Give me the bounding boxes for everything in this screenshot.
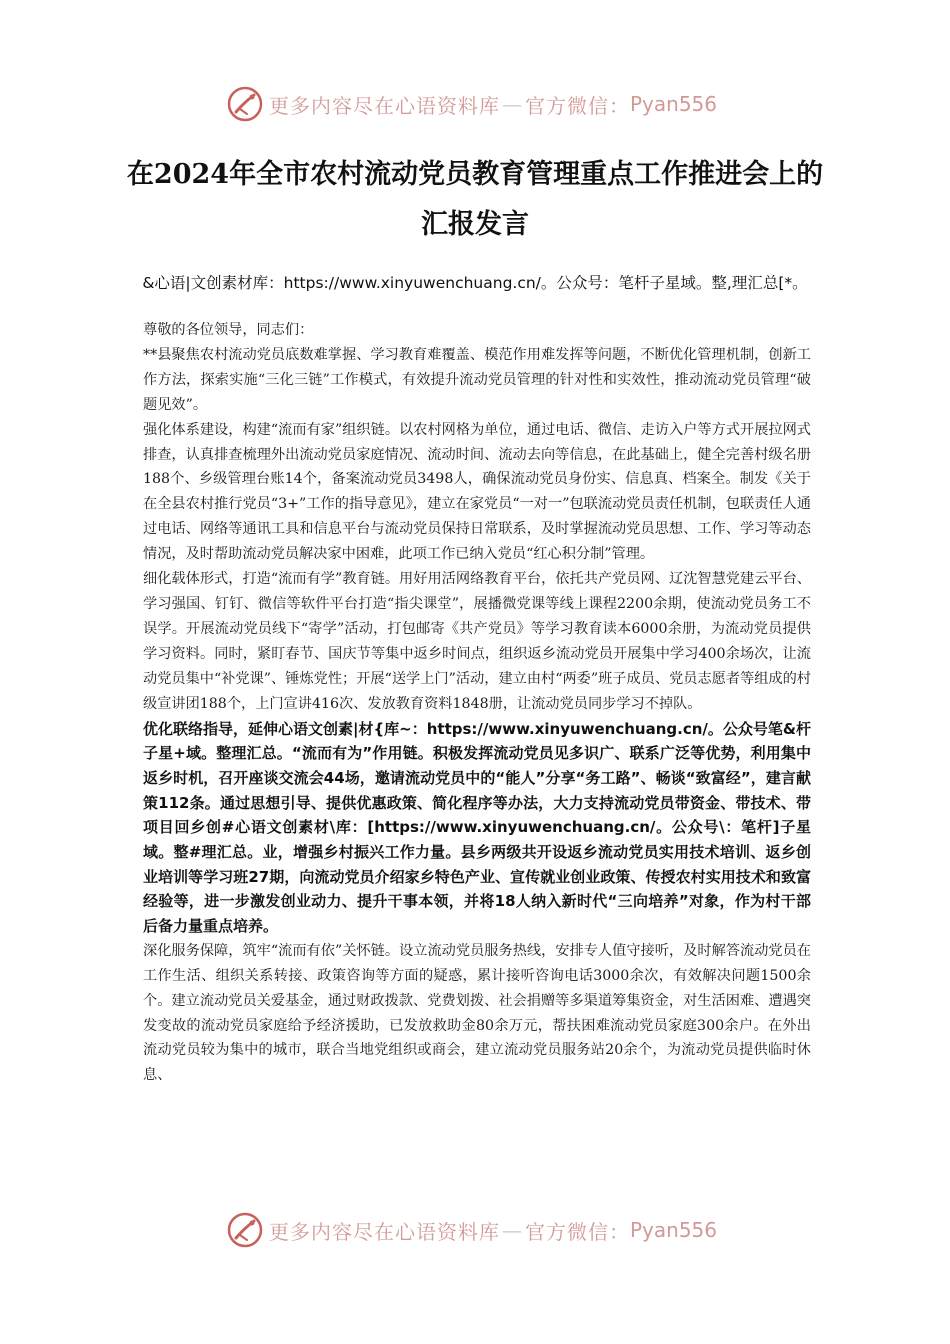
watermark-banner-bottom [0, 1208, 950, 1252]
banner-wechat-id: Pyan556 [630, 92, 718, 116]
banner-wechat-id: Pyan556 [630, 1218, 718, 1242]
banner-wechat-label: 官方微信： [525, 93, 630, 118]
document-title: 在2024年全市农村流动党员教育管理重点工作推进会上的汇报发言 [126, 159, 824, 240]
banner-text: 更多内容尽在心语资料库 [269, 1219, 500, 1244]
watermark-banner-top [0, 82, 950, 126]
source-note: &心语|文创素材库：https://www.xinyuwenchuang.cn/。公众号：笔杆子星域。整,理汇总[*。 [142, 274, 808, 292]
body-paragraph: 细化载体形式，打造“流而有学”教育链。用好用活网络教育平台，依托共产党员网、辽沈智慧党建云平台、学习强国、钉钉、微信等软件平台打造“指尖课堂”，展播微党课等线上课程2200余期，使流动党员务工不误学。开展流动党员线下“寄学”活动，打包邮寄《共产党员》等学习教育读本6000余册，为流动党员提供学习资料。同时，紧盯春节、国庆节等集中返乡时间点，组织返乡流动党员开展集中学习400余场次，让流动党员集中“补党课”、锤炼党性；开展“送学上门”活动，建立由村“两委”班子成员、党员志愿者等组成的村级宣讲团188个，上门宣讲416次、发放教育资料1848册，让流动党员同步学习不掉队。 [143, 571, 811, 712]
brand-logo-icon [227, 86, 263, 122]
body-paragraph-bold: 优化联络指导，延伸心语文创素|材{库~：https://www.xinyuwenchuang.cn/。公众号笔&杆子星+域。整理汇总。“流而有为”作用链。积极发挥流动党员见多识广、联系广泛等优势，利用集中返乡时机，召开座谈交流会44场，邀请流动党员中的“能人”分享“务工路”、畅谈“致富经”，建言献策112条。通过思想引导、提供优惠政策、简化程序等办法，大力支持流动党员带资金、带技术、带项目回乡创#心语文创素材\库：[https://www.xinyuwenchuang.cn/。公众号\：笔杆]子星域。整#理汇总。业，增强乡村振兴工作力量。县乡两级共开设返乡流动党员实用技术培训、返乡创业培训等学习班27期，向流动党员介绍家乡特色产业、宣传就业创业政策、传授农村实用技术和致富经验等，进一步激发创业动力、提升干事本领，并将18人纳入新时代“三向培养”对象，作为村干部后备力量重点培养。 [143, 719, 811, 936]
banner-text: 更多内容尽在心语资料库 [269, 93, 500, 118]
body-paragraph: **县聚焦农村流动党员底数难掌握、学习教育难覆盖、模范作用难发挥等问题，不断优化管理机制，创新工作方法，探索实施“三化三链”工作模式，有效提升流动党员管理的针对性和实效性，推动流动党员管理“破题见效”。 [143, 346, 811, 413]
body-paragraph: 深化服务保障，筑牢“流而有依”关怀链。设立流动党员服务热线，安排专人值守接听，及时解答流动党员在工作生活、组织关系转接、政策咨询等方面的疑惑，累计接听咨询电话3000余次，有效解决问题1500余个。建立流动党员关爱基金，通过财政拨款、党费划拨、社会捐赠等多渠道筹集资金，对生活困难、遭遇突发变故的流动党员家庭给予经济援助，已发放救助金80余万元，帮扶困难流动党员家庭300余户。在外出流动党员较为集中的城市，联合当地党组织或商会，建立流动党员服务站20余个，为流动党员提供临时休息、 [143, 942, 811, 1084]
body-paragraph: 强化体系建设，构建“流而有家”组织链。以农村网格为单位，通过电话、微信、走访入户等方式开展拉网式排查，认真排查梳理外出流动党员家庭情况、流动时间、流动去向等信息，在此基础上，健全完善村级名册188个、乡级管理台账14个，备案流动党员3498人，确保流动党员身份实、信息真、档案全。制发《关于在全县农村推行党员“3+”工作的指导意见》，建立在家党员“一对一”包联流动党员责任机制，包联责任人通过电话、网络等通讯工具和信息平台与流动党员保持日常联系，及时掌握流动党员思想、工作、学习等动态情况，及时帮助流动党员解决家中困难，此项工作已纳入党员“红心积分制”管理。 [143, 421, 811, 563]
banner-wechat-label: 官方微信： [525, 1219, 630, 1244]
document-body [143, 318, 811, 1088]
banner-dash: — [502, 92, 523, 116]
salutation: 尊敬的各位领导，同志们： [143, 322, 314, 338]
banner-dash: — [502, 1218, 523, 1242]
brand-logo-icon [227, 1212, 263, 1248]
